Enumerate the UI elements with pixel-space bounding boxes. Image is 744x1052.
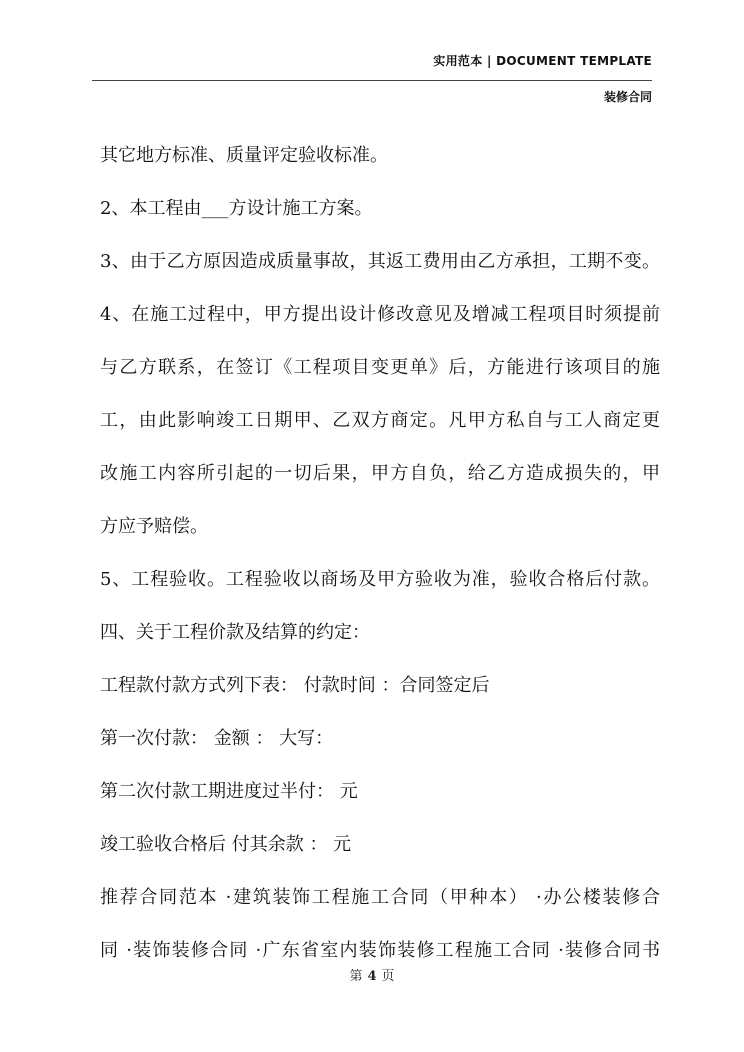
body-line: 工，由此影响竣工日期甲、乙双方商定。凡甲方私自与工人商定更 <box>100 410 660 431</box>
body-line: 同 ·装饰装修合同 ·广东省室内装饰装修工程施工合同 ·装修合同书 <box>100 940 660 961</box>
body-line: 推荐合同范本 ·建筑装饰工程施工合同（甲种本） ·办公楼装修合 <box>100 887 660 908</box>
page-footer <box>0 965 744 984</box>
body-line: 改施工内容所引起的一切后果，甲方自负，给乙方造成损失的，甲 <box>100 463 660 484</box>
body-line: 工程款付款方式列下表： 付款时间 ：合同签定后 <box>100 675 490 696</box>
header-title: 实用范本 | DOCUMENT TEMPLATE <box>433 54 652 68</box>
body-line: 其它地方标准、质量评定验收标准。 <box>100 145 388 166</box>
document-body <box>100 138 660 986</box>
body-line: 第二次付款工期进度过半付： 元 <box>100 781 358 802</box>
body-line: 4、在施工过程中，甲方提出设计修改意见及增减工程项目时须提前 <box>100 304 660 325</box>
page-number: 4 <box>367 969 377 984</box>
body-line: 四、关于工程价款及结算的约定： <box>100 622 370 643</box>
header-divider <box>92 80 652 81</box>
body-line: 2、本工程由___方设计施工方案。 <box>100 198 373 219</box>
page-prefix: 第 <box>349 969 363 984</box>
body-line: 3、由于乙方原因造成质量事故，其返工费用由乙方承担，工期不变。 <box>100 251 660 272</box>
body-line: 竣工验收合格后 付其余款 ： 元 <box>100 834 352 855</box>
body-line: 与乙方联系，在签订《工程项目变更单》后，方能进行该项目的施 <box>100 357 660 378</box>
header-subtitle: 装修合同 <box>603 90 652 104</box>
body-line: 5、工程验收。工程验收以商场及甲方验收为准，验收合格后付款。 <box>100 569 660 590</box>
page-suffix: 页 <box>381 969 395 984</box>
body-line: 方应予赔偿。 <box>100 516 208 537</box>
body-line: 第一次付款： 金额 ： 大写： <box>100 728 334 749</box>
